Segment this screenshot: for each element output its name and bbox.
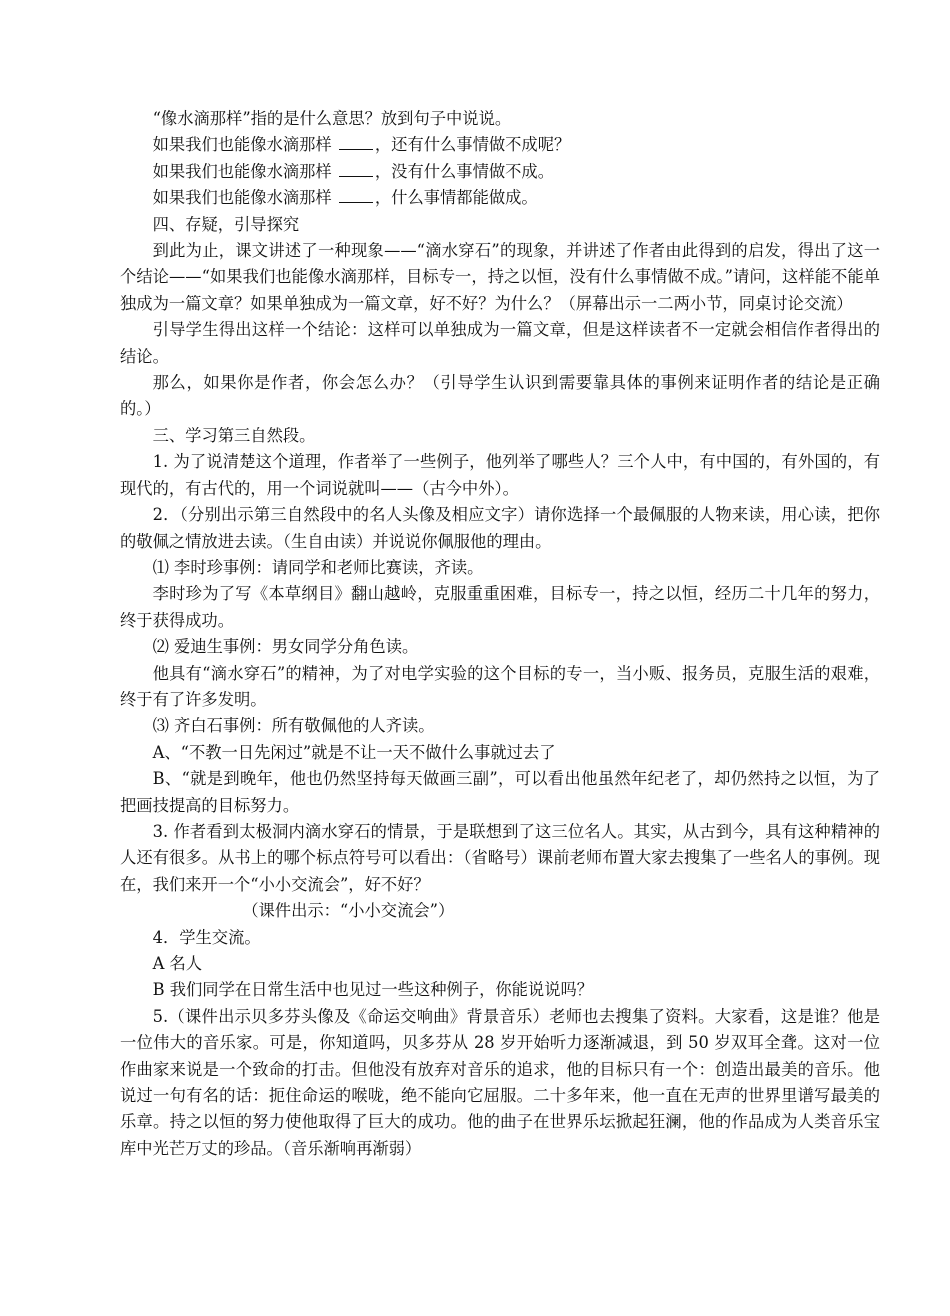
paragraph-20-courseware-note: （课件出示：“小小交流会”） xyxy=(242,901,455,921)
paragraph-15: 他具有“滴水穿石”的精神，为了对电学实验的这个目标的专一，当小贩、报务员，克服生活的艰难，终于有了许多发明。 xyxy=(120,663,880,709)
section-heading-3: 三、学习第三自然段。 xyxy=(152,425,316,445)
paragraph-23: B 我们同学在日常生活中也见过一些这种例子，你能说说吗？ xyxy=(152,980,594,1000)
paragraph-24: 5.（课件出示贝多芬头像及《命运交响曲》背景音乐）老师也去搜集了资料。大家看，这是谁？他是一位伟大的音乐家。可是，你知道吗，贝多芬从 28 岁开始听力逐渐减退，到 50 岁双耳全聋。这对一位作曲家来说是一个致命的打击。但他没有放弃对音乐的追求，他的目标只有一个：创造出最美的音乐。他说过一句有名的话：扼住命运的喉咙，绝不能向它屈服。二十多年来，他一直在无声的世界里谱写最美的乐章。持之以恒的努力使他取得了巨大的成功。他的曲子在世界乐坛掀起狂澜，他的作品成为人类音乐宝库中光芒万丈的珍品。（音乐渐响再渐弱） xyxy=(120,1006,880,1158)
paragraph-3 xyxy=(120,159,880,185)
paragraph-14: ⑵ 爱迪生事例：男女同学分角色读。 xyxy=(152,637,419,657)
paragraph-4 xyxy=(120,185,880,211)
paragraph-1: “像水滴那样”指的是什么意思？放到句子中说说。 xyxy=(152,109,512,128)
paragraph-6: 到此为止，课文讲述了一种现象——“滴水穿石”的现象，并讲述了作者由此得到的启发，得出了这一个结论——“如果我们也能像水滴那样，目标专一，持之以恒，没有什么事情做不成。”请问，这样能不能单独成为一篇文章？如果单独成为一篇文章，好不好？为什么？（屏幕出示一二两小节，同桌讨论交流） xyxy=(120,241,880,313)
paragraph-21: 4．学生交流。 xyxy=(152,927,261,947)
document-page xyxy=(120,106,880,1162)
fill-blank-sentence-start: 如果我们也能像水滴那样 xyxy=(152,188,337,208)
paragraph-7: 引导学生得出这样一个结论：这样可以单独成为一篇文章，但是这样读者不一定就会相信作者得出的结论。 xyxy=(120,320,880,366)
paragraph-12: ⑴ 李时珍事例：请同学和老师比赛读，齐读。 xyxy=(152,557,484,577)
fill-blank-sentence-end: ，没有什么事情做不成。 xyxy=(374,161,554,181)
paragraph-11: 2．（分别出示第三自然段中的名人头像及相应文字）请你选择一个最佩服的人物来读，用心读，把你的敬佩之情放进去读。（生自由读）并说说你佩服他的理由。 xyxy=(120,505,880,551)
paragraph-18: B、“就是到晚年，他也仍然坚持每天做画三副”，可以看出他虽然年纪老了，却仍然持之以恒，为了把画技提高的目标努力。 xyxy=(120,769,880,815)
fill-blank-sentence-start: 如果我们也能像水滴那样 xyxy=(152,135,337,155)
fill-blank-line xyxy=(339,188,373,203)
section-heading-4: 四、存疑，引导探究 xyxy=(152,214,300,234)
paragraph-22: A 名人 xyxy=(152,954,203,973)
paragraph-10: 1. 为了说清楚这个道理，作者举了一些例子，他列举了哪些人？三个人中，有中国的，有外国的，有现代的，有古代的，用一个词说就叫——（古今中外）。 xyxy=(120,452,880,498)
fill-blank-sentence-end: ，还有什么事情做不成呢？ xyxy=(374,135,571,155)
fill-blank-line xyxy=(339,135,373,150)
fill-blank-sentence-end: ，什么事情都能做成。 xyxy=(374,188,538,208)
paragraph-2 xyxy=(120,132,880,158)
paragraph-19: 3. 作者看到太极洞内滴水穿石的情景，于是联想到了这三位名人。其实，从古到今，具有这种精神的人还有很多。从书上的哪个标点符号可以看出：（省略号）课前老师布置大家去搜集了一些名人的事例。现在，我们来开一个“小小交流会”，好不好？ xyxy=(120,821,880,894)
fill-blank-line xyxy=(339,162,373,177)
paragraph-16: ⑶ 齐白石事例：所有敬佩他的人齐读。 xyxy=(152,716,435,736)
paragraph-17: A、“不教一日先闲过”就是不让一天不做什么事就过去了 xyxy=(152,742,556,762)
fill-blank-sentence-start: 如果我们也能像水滴那样 xyxy=(152,161,337,181)
paragraph-8: 那么，如果你是作者，你会怎么办？（引导学生认识到需要靠具体的事例来证明作者的结论是正确的。） xyxy=(120,373,880,419)
paragraph-13: 李时珍为了写《本草纲目》翻山越岭，克服重重困难，目标专一，持之以恒，经历二十几年的努力，终于获得成功。 xyxy=(120,584,880,630)
